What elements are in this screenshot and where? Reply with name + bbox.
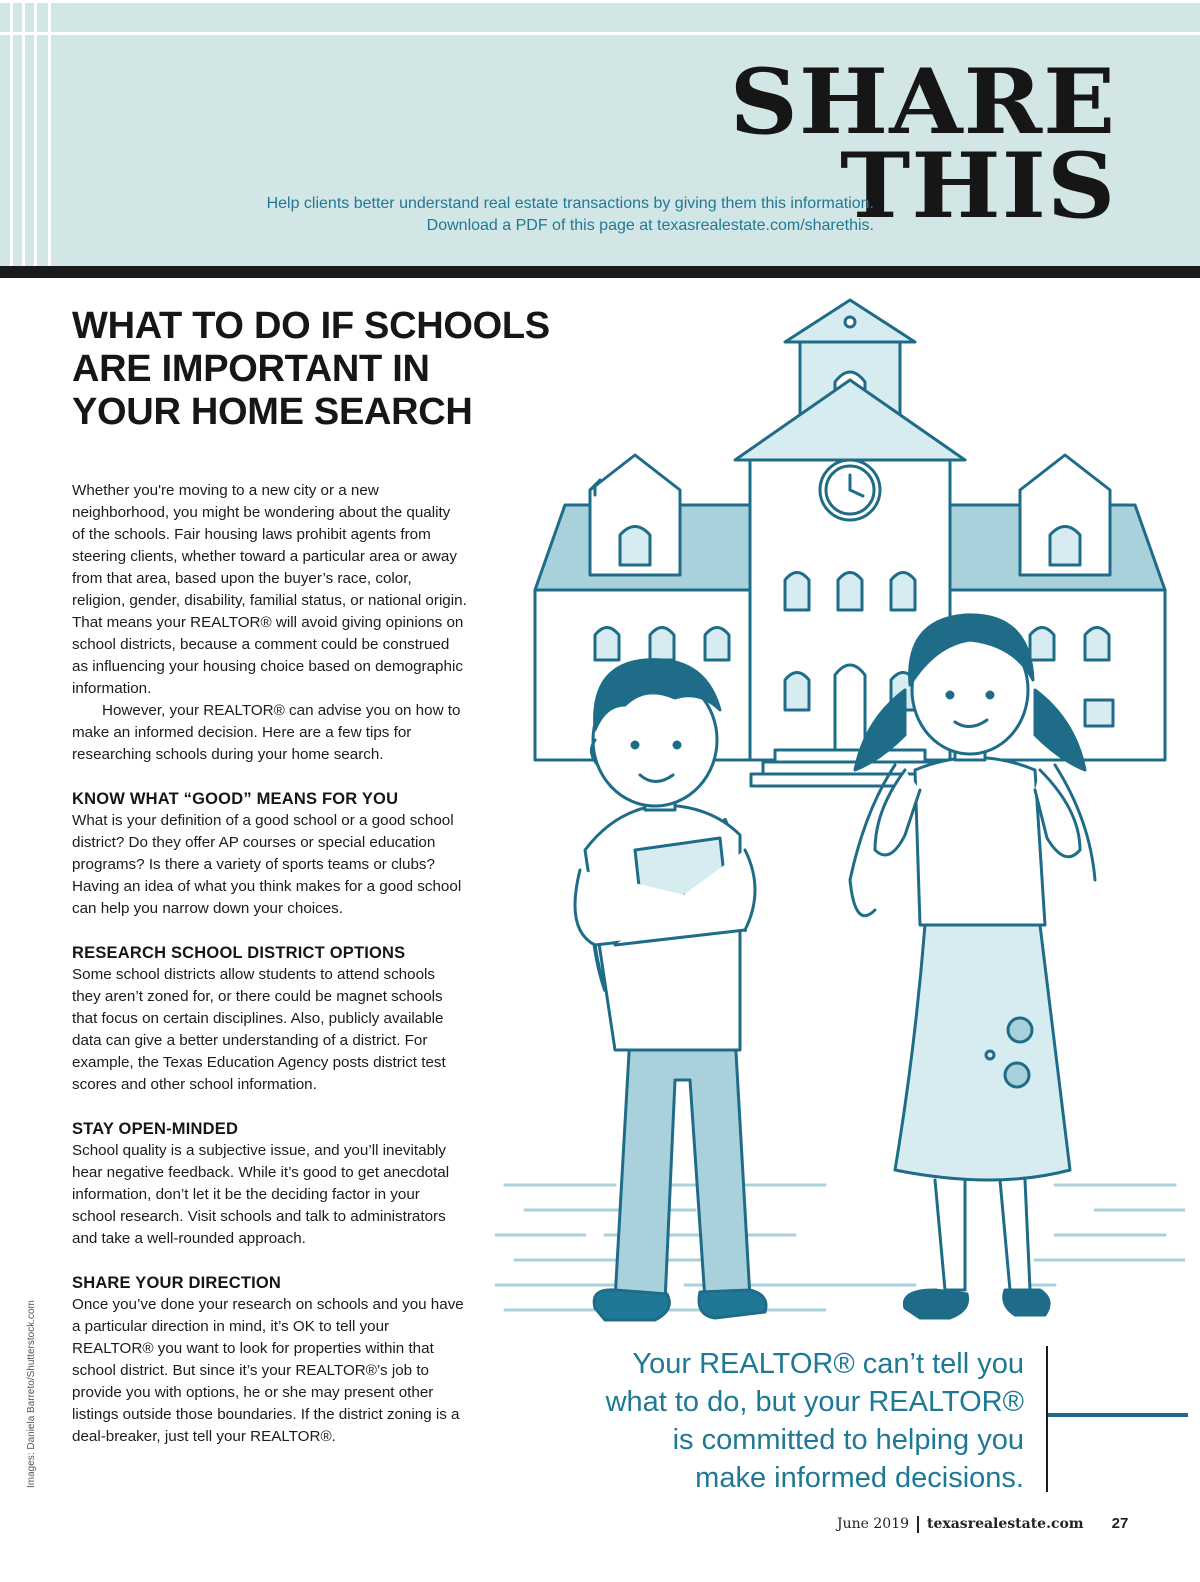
footer-date: June 2019: [837, 1516, 910, 1532]
callout-quote: [564, 1345, 1024, 1497]
callout-line: is committed to helping you: [672, 1424, 1024, 1456]
section-heading: SHARE YOUR DIRECTION: [72, 1274, 282, 1292]
image-credit: Images: Daniela Barreto/Shutterstock.com: [26, 1300, 37, 1488]
header-subtitle-link-line: Download a PDF of this page at texasrealestate.com/sharethis.: [426, 217, 874, 234]
callout-line: make informed decisions.: [695, 1462, 1024, 1494]
callout-line: what to do, but your REALTOR®: [605, 1386, 1024, 1418]
girl-figure: [850, 615, 1095, 1318]
header-stripe: [0, 0, 1200, 3]
callout-line: Your REALTOR® can’t tell you: [632, 1348, 1024, 1380]
page-number: 27: [1111, 1515, 1129, 1532]
intro-paragraph: However, your REALTOR® can advise you on how to make an informed decision. Here are a few tips for researching schools during your home search.: [72, 702, 461, 763]
callout-accent-rule: [1048, 1413, 1188, 1417]
header-stripe: [48, 0, 51, 266]
headline-line: YOUR HOME SEARCH: [72, 391, 473, 433]
header-stripe: [10, 0, 13, 266]
footer-site-link[interactable]: texasrealestate.com: [927, 1516, 1084, 1532]
header-rule: [0, 266, 1200, 278]
page-footer: [837, 1515, 1128, 1533]
title-line-share: SHARE: [729, 49, 1116, 155]
section-heading: RESEARCH SCHOOL DISTRICT OPTIONS: [72, 944, 406, 962]
section-text: Some school districts allow students to attend schools they aren’t zoned for, or there could be magnet schools that focus on certain disciplines. Also, publicly available data can give a better understanding of a district. For example, the Texas Education Agency posts district test scores and other school information.: [72, 966, 446, 1093]
headline-line: ARE IMPORTANT IN: [72, 348, 430, 390]
article-body: [72, 480, 467, 1448]
header-band: [0, 0, 1200, 266]
section-heading: STAY OPEN-MINDED: [72, 1120, 239, 1138]
section-text: Once you’ve done your research on schools and you have a particular direction in mind, it’s OK to tell your REALTOR® you want to look for properties within that school district. But since it’s your REALTOR®’s job to provide you with options, he or she may present other listings outside those boundaries. If the district zoning is a deal-breaker, just tell your REALTOR®.: [72, 1296, 464, 1445]
callout-divider: [1046, 1346, 1048, 1492]
header-stripe: [34, 0, 37, 266]
header-stripe: [22, 0, 25, 266]
intro-paragraph: Whether you're moving to a new city or a new neighborhood, you might be wondering about the quality of the schools. Fair housing laws prohibit agents from steering clients, whether toward a particular area or away from that area, based upon the buyer’s race, color, religion, gender, disability, familial status, or national origin. That means your REALTOR® will avoid giving opinions on school districts, because a comment could be construed as influencing your housing choice based on demographic information.: [72, 482, 467, 697]
headline-line: WHAT TO DO IF SCHOOLS: [72, 305, 550, 347]
footer-separator: [917, 1516, 919, 1533]
title-line-this: THIS: [839, 133, 1116, 239]
article-headline: [72, 305, 562, 434]
header-subtitle: [267, 193, 874, 237]
section-heading: KNOW WHAT “GOOD” MEANS FOR YOU: [72, 790, 399, 808]
school-illustration: [495, 290, 1185, 1330]
header-stripe: [0, 32, 1200, 35]
section-text: School quality is a subjective issue, and you’ll inevitably hear negative feedback. While it’s good to get anecdotal information, don’t let it be the deciding factor in your school research. Visit schools and talk to administrators and take a well-rounded approach.: [72, 1142, 450, 1247]
section-text: What is your definition of a good school or a good school district? Do they offer AP courses or special education programs? Is there a variety of sports teams or clubs? Having an idea of what you think makes for a good school can help you narrow down your choices.: [72, 812, 462, 917]
header-subtitle-line: Help clients better understand real estate transactions by giving them this information.: [266, 195, 874, 212]
